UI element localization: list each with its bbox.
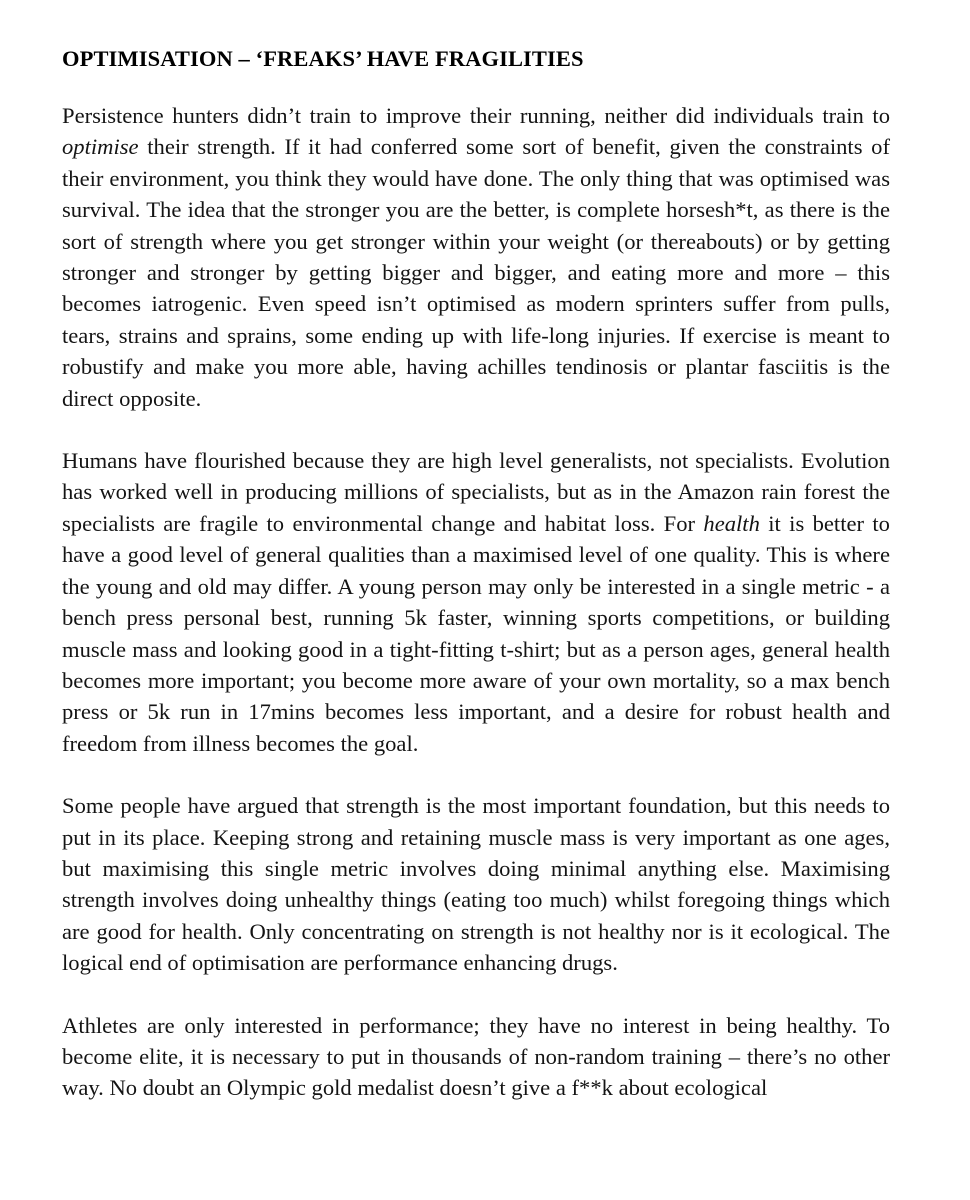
body-paragraph: Athletes are only interested in performance; they have no interest in being healthy. To become elite, it is necessary to put in thousands of non-random training – there’s no other way. No doubt an Olympic gold medalist doesn’t give a f**k about ecological <box>62 1012 890 1101</box>
emphasis-text: optimise <box>62 134 139 160</box>
body-paragraph: Humans have flourished because they are high level generalists, not specialists. Evolution has worked well in producing millions of specialists, but as in the Amazon rain forest the specialists are fragile to environmental change and habitat loss. For health it is better to have a good level of general qualities than a maximised level of one quality. This is where the young and old may differ. A young person may only be interested in a single metric - a bench press personal best, running 5k faster, winning sports competitions, or building muscle mass and looking good in a tight-fitting t-shirt; but as a person ages, general health becomes more important; you become more aware of your own mortality, so a max bench press or 5k run in 17mins becomes less important, and a desire for robust health and freedom from illness becomes the goal. <box>62 448 890 756</box>
page-title: OPTIMISATION – ‘FREAKS’ HAVE FRAGILITIES <box>62 46 584 71</box>
body-paragraph: Persistence hunters didn’t train to improve their running, neither did individuals train to optimise their strength. If it had conferred some sort of benefit, given the constraints of their environment, you think they would have done. The only thing that was optimised was survival. The idea that the stronger you are the better, is complete horsesh*t, as there is the sort of strength where you get stronger within your weight (or thereabouts) or by getting stronger and stronger by getting bigger and bigger, and eating more and more – this becomes iatrogenic. Even speed isn’t optimised as modern sprinters suffer from pulls, tears, strains and sprains, some ending up with life-long injuries. If exercise is meant to robustify and make you more able, having achilles tendinosis or plantar fasciitis is the direct opposite. <box>62 103 890 411</box>
body-paragraph: Some people have argued that strength is the most important foundation, but this needs to put in its place. Keeping strong and retaining muscle mass is very important as one ages, but maximising this single metric involves doing minimal anything else. Maximising strength involves doing unhealthy things (eating too much) whilst foregoing things which are good for health. Only concentrating on strength is not healthy nor is it ecological. The logical end of optimisation are performance enhancing drugs. <box>62 793 890 976</box>
document-text-column <box>62 44 890 1104</box>
emphasis-text: health <box>703 510 760 536</box>
